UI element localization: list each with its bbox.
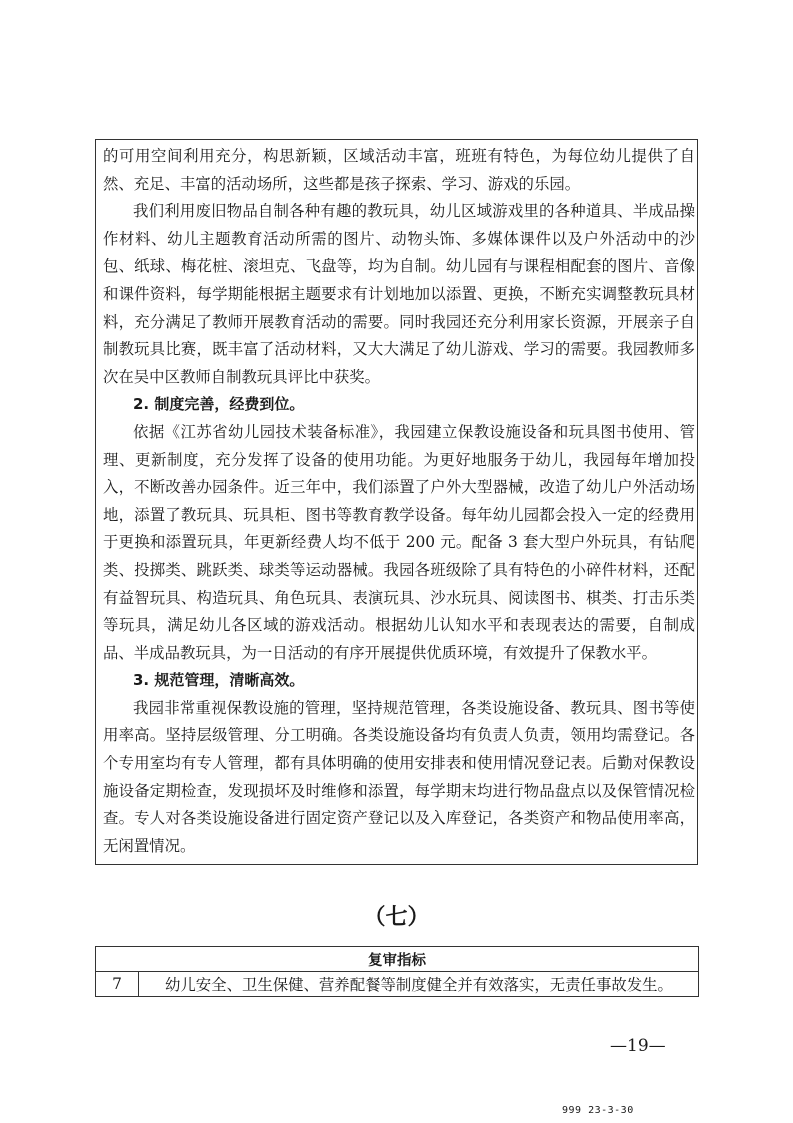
paragraph-2: 我们利用废旧物品自制各种有趣的教玩具，幼儿区域游戏里的各种道具、半成品操作材料、幼儿主题教育活动所需的图片、动物头饰、多媒体课件以及户外活动中的沙包、纸球、梅花桩、滚坦克、飞盘等，均为自制。幼儿园有与课程相配套的图片、音像和课件资料，每学期能根据主题要求有计划地加以添置、更换，不断充实调整教玩具材料，充分满足了教师开展教育活动的需要。同时我园还充分利用家长资源，开展亲子自制教玩具比赛，既丰富了活动材料，又大大满足了幼儿游戏、学习的需要。我园教师多次在吴中区教师自制教玩具评比中获奖。 [103,202,695,386]
table-row [96,972,699,997]
heading-2: 2. 制度完善，经费到位。 [133,395,305,414]
paragraph-4: 我园非常重视保教设施的管理，坚持规范管理，各类设施设备、教玩具、图书等使用率高。坚持层级管理、分工明确。各类设施设备均有负责人负责，领用均需登记。各个专用室均有专人管理，都有具体明确的使用安排表和使用情况登记表。后勤对保教设施设备定期检查，发现损坏及时维修和添置，每学期末均进行物品盘点以及保管情况检查。专人对各类设施设备进行固定资产登记以及入库登记，各类资产和物品使用率高，无闲置情况。 [103,698,695,855]
table-header: 复审指标 [96,947,699,972]
table-header-row [96,947,699,972]
print-code: 999 23-3-30 [562,1105,634,1116]
heading-3: 3. 规范管理，清晰高效。 [133,671,305,690]
paragraph-3: 依据《江苏省幼儿园技术装备标准》，我园建立保教设施设备和玩具图书使用、管理、更新制度，充分发挥了设备的使用功能。为更好地服务于幼儿，我园每年增加投入，不断改善办园条件。近三年中，我们添置了户外大型器械，改造了幼儿户外活动场地，添置了教玩具、玩具柜、图书等教育教学设备。每年幼儿园都会投入一定的经费用于更换和添置玩具，年更新经费人均不低于 200 元。配备 3 套大型户外玩具，有钻爬类、投掷类、跳跃类、球类等运动器械。我园各班级除了具有特色的小碎件材料，还配有益智玩具、构造玩具、角色玩具、表演玩具、沙水玩具、阅读图书、棋类、打击乐类等玩具，满足幼儿各区域的游戏活动。根据幼儿认知水平和表现表达的需要，自制成品、半成品教玩具，为一日活动的有序开展提供优质环境，有效提升了保教水平。 [103,422,695,662]
index-text: 幼儿安全、卫生保健、营养配餐等制度健全并有效落实，无责任事故发生。 [139,972,699,997]
paragraph-1: 的可用空间利用充分，构思新颖，区域活动丰富，班班有特色，为每位幼儿提供了自然、充足、丰富的活动场所，这些都是孩子探索、学习、游戏的乐园。 [103,147,695,193]
body-text [103,143,695,860]
review-index-table [95,946,699,997]
page-number: —19— [610,1036,666,1056]
section-title: （七） [363,904,430,930]
index-number: 7 [96,972,139,997]
